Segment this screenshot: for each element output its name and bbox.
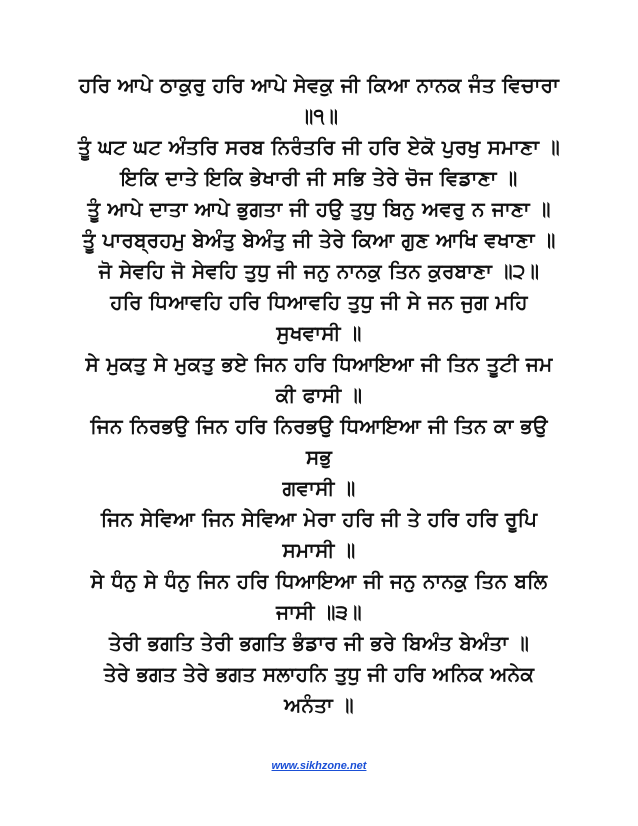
verse-line-9: ਸੁਖਵਾਸੀ ॥ xyxy=(276,321,362,345)
verse-line-7: ਜੋ ਸੇਵਹਿ ਜੋ ਸੇਵਹਿ ਤੁਧੁ ਜੀ ਜਨੁ ਨਾਨਕੁ ਤਿਨ ਕੁਰਬਾਣਾ ॥੨॥ xyxy=(98,259,540,283)
verse-line-2: ॥੧॥ xyxy=(299,104,339,128)
verse-line-1: ਹਰਿ ਆਪੇ ਠਾਕੁਰੁ ਹਰਿ ਆਪੇ ਸੇਵਕੁ ਜੀ ਕਿਆ ਨਾਨਕ ਜੰਤ ਵਿਚਾਰਾ xyxy=(79,73,559,97)
verse-line-18: ਜਾਸੀ ॥੩॥ xyxy=(276,600,362,624)
verse-line-10: ਸੇ ਮੁਕਤੁ ਸੇ ਮੁਕਤੁ ਭਏ ਜਿਨ ਹਰਿ ਧਿਆਇਆ ਜੀ ਤਿਨ ਤੂਟੀ ਜਮ xyxy=(85,352,553,376)
verse-line-8: ਹਰਿ ਧਿਆਵਹਿ ਹਰਿ ਧਿਆਵਹਿ ਤੁਧੁ ਜੀ ਸੇ ਜਨ ਜੁਗ ਮਹਿ xyxy=(110,290,528,314)
verse-line-4: ਇਕਿ ਦਾਤੇ ਇਕਿ ਭੇਖਾਰੀ ਜੀ ਸਭਿ ਤੇਰੇ ਚੋਜ ਵਿਡਾਣਾ ॥ xyxy=(120,166,518,190)
verse-line-21: ਅਨੰਤਾ ॥ xyxy=(284,693,354,717)
verse-line-15: ਜਿਨ ਸੇਵਿਆ ਜਿਨ ਸੇਵਿਆ ਮੇਰਾ ਹਰਿ ਜੀ ਤੇ ਹਰਿ ਹਰਿ ਰੂਪਿ xyxy=(100,507,538,531)
verse-line-3: ਤੂੰ ਘਟ ਘਟ ਅੰਤਰਿ ਸਰਬ ਨਿਰੰਤਰਿ ਜੀ ਹਰਿ ਏਕੋ ਪੁਰਖੁ ਸਮਾਣਾ ॥ xyxy=(78,135,560,159)
verse-line-16: ਸਮਾਸੀ ॥ xyxy=(282,538,356,562)
verse-line-6: ਤੂੰ ਪਾਰਬ੍ਰਹਮੁ ਬੇਅੰਤੁ ਬੇਅੰਤੁ ਜੀ ਤੇਰੇ ਕਿਆ ਗੁਣ ਆਖਿ ਵਖਾਣਾ ॥ xyxy=(82,228,556,252)
verse-block xyxy=(40,70,598,721)
verse-line-17: ਸੇ ਧੰਨੁ ਸੇ ਧੰਨੁ ਜਿਨ ਹਰਿ ਧਿਆਇਆ ਜੀ ਜਨੁ ਨਾਨਕੁ ਤਿਨ ਬਲਿ xyxy=(90,569,548,593)
verse-line-11: ਕੀ ਫਾਸੀ ॥ xyxy=(275,383,363,407)
verse-line-14: ਗਵਾਸੀ ॥ xyxy=(282,476,356,500)
verse-line-12: ਜਿਨ ਨਿਰਭਉ ਜਿਨ ਹਰਿ ਨਿਰਭਉ ਧਿਆਇਆ ਜੀ ਤਿਨ ਕਾ ਭਉ xyxy=(90,414,548,438)
verse-line-20: ਤੇਰੇ ਭਗਤ ਤੇਰੇ ਭਗਤ ਸਲਾਹਨਿ ਤੁਧੁ ਜੀ ਹਰਿ ਅਨਿਕ ਅਨੇਕ xyxy=(103,662,535,686)
verse-line-13: ਸਭੁ xyxy=(306,445,332,469)
verse-line-5: ਤੂੰ ਆਪੇ ਦਾਤਾ ਆਪੇ ਭੁਗਤਾ ਜੀ ਹਉ ਤੁਧੁ ਬਿਨੁ ਅਵਰੁ ਨ ਜਾਣਾ ॥ xyxy=(87,197,551,221)
verse-line-19: ਤੇਰੀ ਭਗਤਿ ਤੇਰੀ ਭਗਤਿ ਭੰਡਾਰ ਜੀ ਭਰੇ ਬਿਅੰਤ ਬੇਅੰਤਾ ॥ xyxy=(108,631,530,655)
footer-website-link[interactable]: www.sikhzone.net xyxy=(271,760,367,772)
